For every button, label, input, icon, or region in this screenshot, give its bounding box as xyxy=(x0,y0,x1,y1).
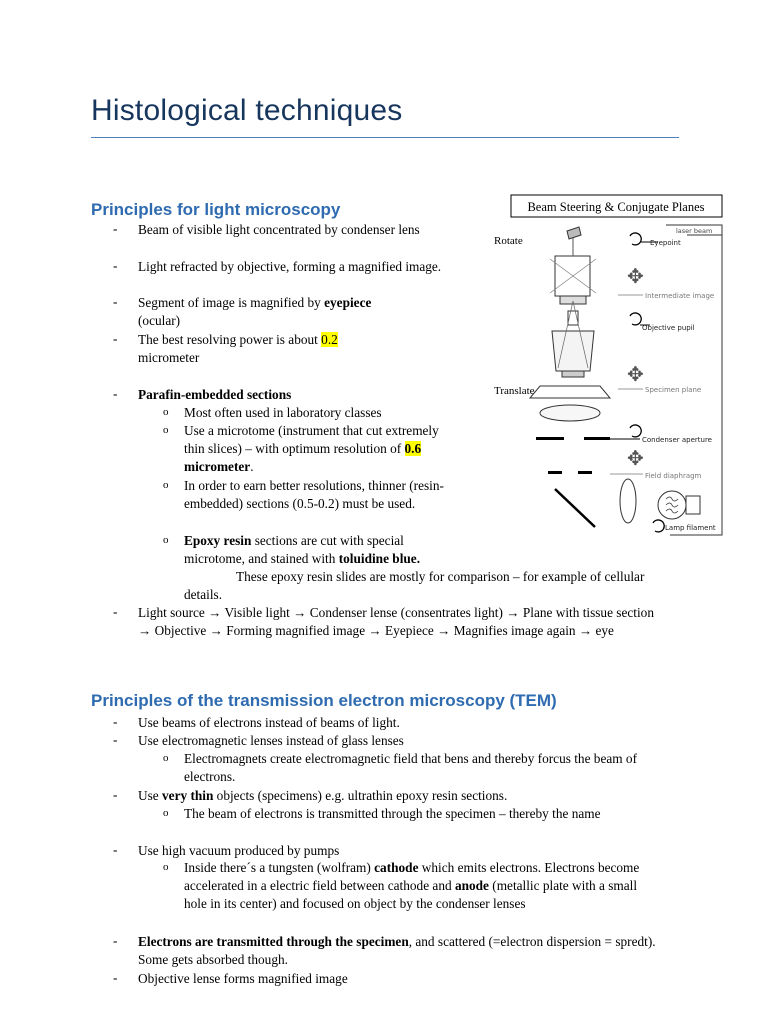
sub-list-item xyxy=(184,422,446,477)
bold-text: very thin xyxy=(162,788,214,803)
diagram-label-intermediate-image: Intermediate image xyxy=(645,292,715,300)
section-heading-light-microscopy: Principles for light microscopy xyxy=(91,200,341,219)
page-title: Histological techniques xyxy=(91,94,403,127)
list-item: Parafin-embedded sections xyxy=(138,387,292,402)
sub-list-item: Most often used in laboratory classes xyxy=(184,405,382,420)
sub-list-item xyxy=(184,859,654,914)
move-icon: ✥ xyxy=(627,446,644,470)
bold-text: cathode xyxy=(374,860,419,875)
text-run: objects (specimens) e.g. ultrathin epoxy resin sections. xyxy=(213,788,508,803)
text-run: Inside there´s a tungsten (wolfram) xyxy=(184,860,375,875)
diagram-label-field-diaphragm: Field diaphragm xyxy=(645,472,702,480)
sub-bullet-circle: o xyxy=(163,861,169,873)
sub-bullet-circle: o xyxy=(163,424,169,436)
list-item: Light refracted by objective, forming a magnified image. xyxy=(138,259,442,274)
move-icon: ✥ xyxy=(627,362,644,386)
list-item xyxy=(138,294,468,330)
sub-list-item: The beam of electrons is transmitted through the specimen – thereby the name xyxy=(184,806,601,821)
beam-steering-diagram xyxy=(490,193,736,543)
list-item: Use high vacuum produced by pumps xyxy=(138,843,340,858)
diagram-label-objective-pupil: Objective pupil xyxy=(642,324,695,332)
diagram-label-condenser-aperture: Condenser aperture xyxy=(642,436,712,444)
text-run: Use xyxy=(138,788,163,803)
bold-text: eyepiece xyxy=(324,295,372,310)
list-item xyxy=(138,787,668,805)
bullet-dash: - xyxy=(113,970,118,985)
text-run: (ocular) xyxy=(138,313,181,329)
bullet-dash: - xyxy=(113,787,118,802)
diagram-label-specimen-plane: Specimen plane xyxy=(645,386,702,394)
text-run: Use a microtome (instrument that cut extremely thin slices) – with optimum resolution of xyxy=(184,423,439,457)
list-item: Use electromagnetic lenses instead of glass lenses xyxy=(138,733,404,748)
bullet-dash: - xyxy=(113,604,118,619)
bold-text: anode xyxy=(454,878,489,894)
list-item: Light source → Visible light → Condenser lense (consentrates light) → Plane with tissue section → Objective → Forming magnified image → Eyepiece → Magnifies image again → eye xyxy=(138,605,654,639)
sub-list-item xyxy=(184,532,456,568)
sub-bullet-circle: o xyxy=(163,752,169,764)
sub-bullet-circle: o xyxy=(163,406,169,418)
diagram-title: Beam Steering & Conjugate Planes xyxy=(527,200,705,214)
diagram-label-lamp-filament: Lamp filament xyxy=(665,524,716,532)
sub-bullet-circle: o xyxy=(163,534,169,546)
bullet-dash: - xyxy=(113,221,118,236)
sub-list-item: In order to earn better resolutions, thinner (resin-embedded) sections (0.5-0.2) must be used. xyxy=(184,478,444,512)
bullet-dash: - xyxy=(113,842,118,857)
title-underline xyxy=(91,137,679,138)
sub-bullet-circle: o xyxy=(163,807,169,819)
bold-text: Electrons are transmitted through the specimen xyxy=(138,934,409,949)
list-item: Objective lense forms magnified image xyxy=(138,971,348,986)
bold-text: toluidine blue. xyxy=(338,551,421,567)
text-run: The best resolving power is about xyxy=(138,332,322,347)
bold-text: Epoxy resin xyxy=(184,533,252,548)
text-run: Segment of image is magnified by xyxy=(138,295,325,310)
bullet-dash: - xyxy=(113,258,118,273)
diagram-label-translate: Translate xyxy=(494,385,535,397)
move-icon: ✥ xyxy=(627,264,644,288)
text-run: which emits electrons. Electrons become accelerated in a electric field between cathode and xyxy=(184,860,640,894)
list-item: Use beams of electrons instead of beams of light. xyxy=(138,715,400,730)
sub-list-item-continuation: These epoxy resin slides are mostly for comparison – for example of cellular details. xyxy=(184,569,645,603)
text-run: sections are cut with special microtome, and stained with xyxy=(184,533,404,567)
list-item xyxy=(138,331,468,367)
bullet-dash: - xyxy=(113,933,118,948)
diagram-label-rotate: Rotate xyxy=(494,235,523,247)
bullet-dash: - xyxy=(113,294,118,309)
section-heading-tem: Principles of the transmission electron microscopy (TEM) xyxy=(91,691,557,710)
text-run: . xyxy=(250,459,254,475)
list-item: Beam of visible light concentrated by condenser lens xyxy=(138,222,420,237)
bullet-dash: - xyxy=(113,732,118,747)
sub-list-item: Electromagnets create electromagnetic field that bens and thereby forcus the beam of electrons. xyxy=(184,751,637,785)
bold-text: micrometer xyxy=(184,459,251,475)
highlighted-value: 0.2 xyxy=(321,332,338,347)
list-item xyxy=(138,933,663,969)
text-run: (metallic plate with a small hole in its center) and focused on object by the condenser lenses xyxy=(184,878,638,912)
diagram-label-eyepoint: Eyepoint xyxy=(650,239,681,247)
highlighted-value: 0.6 xyxy=(404,441,422,457)
bullet-dash: - xyxy=(113,714,118,729)
text-run: micrometer xyxy=(138,350,200,366)
bullet-dash: - xyxy=(113,386,118,401)
sub-bullet-circle: o xyxy=(163,479,169,491)
bullet-dash: - xyxy=(113,331,118,346)
text-run: , and scattered (=electron dispersion = spredt). Some gets absorbed though. xyxy=(138,934,656,968)
diagram-label-laser: laser beam xyxy=(676,227,713,235)
